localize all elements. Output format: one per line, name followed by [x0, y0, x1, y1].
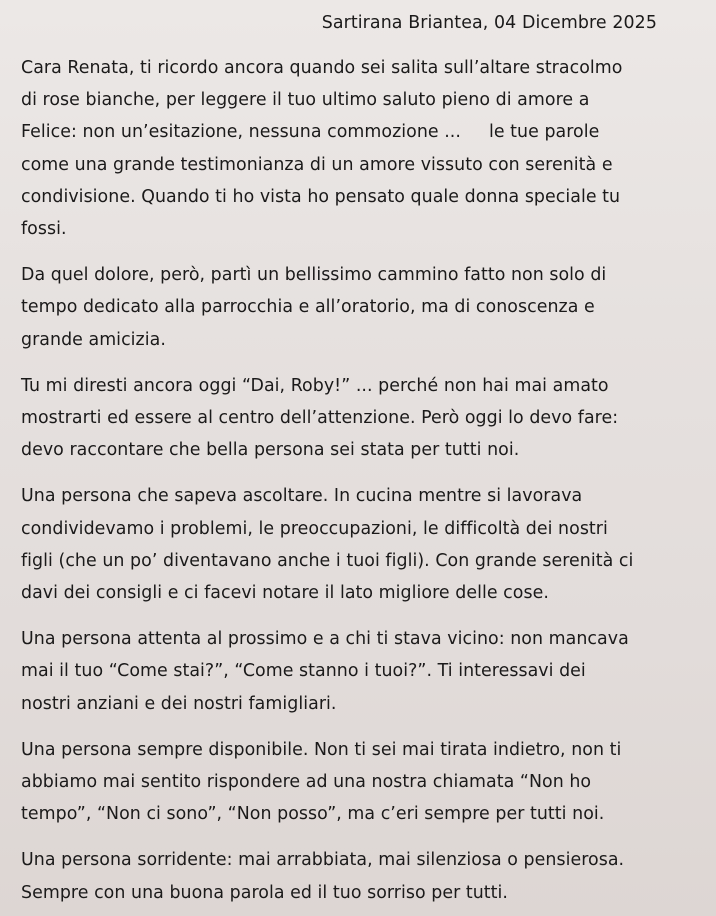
- text-segment: le tue parole: [488, 122, 600, 143]
- text-line: devo raccontare che bella persona sei stata per tutti noi.: [21, 440, 520, 461]
- paragraph-6: [21, 734, 698, 831]
- text-line: Tu mi diresti ancora oggi “Dai, Roby!” ... perché non hai mai amato: [21, 375, 609, 396]
- text-line: di rose bianche, per leggere il tuo ultimo saluto pieno di amore a: [21, 90, 590, 111]
- place-date: Sartirana Briantea, 04 Dicembre 2025: [321, 13, 657, 33]
- text-line: fossi.: [21, 219, 67, 240]
- text-line: Cara Renata, ti ricordo ancora quando sei salita sull’altare stracolmo: [21, 58, 623, 78]
- text-line: Da quel dolore, però, partì un bellissimo cammino fatto non solo di: [21, 265, 607, 286]
- text-line: tempo”, “Non ci sono”, “Non posso”, ma c’eri sempre per tutti noi.: [21, 804, 605, 825]
- text-line: Una persona sorridente: mai arrabbiata, mai silenziosa o pensierosa.: [21, 850, 625, 871]
- text-line: condividevamo i problemi, le preoccupazioni, le difficoltà dei nostri: [21, 518, 608, 539]
- paragraph-2: [21, 259, 698, 356]
- paragraph-1: [21, 52, 698, 245]
- text-line: condivisione. Quando ti ho vista ho pensato quale donna speciale tu: [21, 186, 621, 207]
- paragraph-3: [21, 370, 698, 467]
- text-line: Sempre con una buona parola ed il tuo sorriso per tutti.: [21, 882, 508, 903]
- text-line: grande amicizia.: [21, 329, 166, 350]
- text-line: nostri anziani e dei nostri famigliari.: [21, 693, 337, 714]
- text-line: Una persona sempre disponibile. Non ti sei mai tirata indietro, non ti: [21, 739, 622, 760]
- paragraph-4: [21, 480, 698, 609]
- text-line-with-gap: [21, 116, 698, 148]
- text-line: Una persona attenta al prossimo e a chi ti stava vicino: non mancava: [21, 629, 629, 650]
- text-line: mai il tuo “Come stai?”, “Come stanno i tuoi?”. Ti interessavi dei: [21, 661, 586, 682]
- text-line: Una persona che sapeva ascoltare. In cucina mentre si lavorava: [21, 486, 583, 507]
- text-line: tempo dedicato alla parrocchia e all’oratorio, ma di conoscenza e: [21, 297, 595, 318]
- text-line: abbiamo mai sentito rispondere ad una nostra chiamata “Non ho: [21, 772, 592, 793]
- text-line: figli (che un po’ diventavano anche i tuoi figli). Con grande serenità ci: [21, 550, 634, 571]
- text-line: mostrarti ed essere al centro dell’attenzione. Però oggi lo devo fare:: [21, 408, 619, 429]
- text-line: davi dei consigli e ci facevi notare il lato migliore delle cose.: [21, 583, 549, 604]
- paragraph-5: [21, 623, 698, 720]
- text-segment: Felice: non un’esitazione, nessuna commozione ...: [21, 122, 461, 143]
- paragraph-7: [21, 844, 698, 908]
- text-line: come una grande testimonianza di un amore vissuto con serenità e: [21, 154, 613, 175]
